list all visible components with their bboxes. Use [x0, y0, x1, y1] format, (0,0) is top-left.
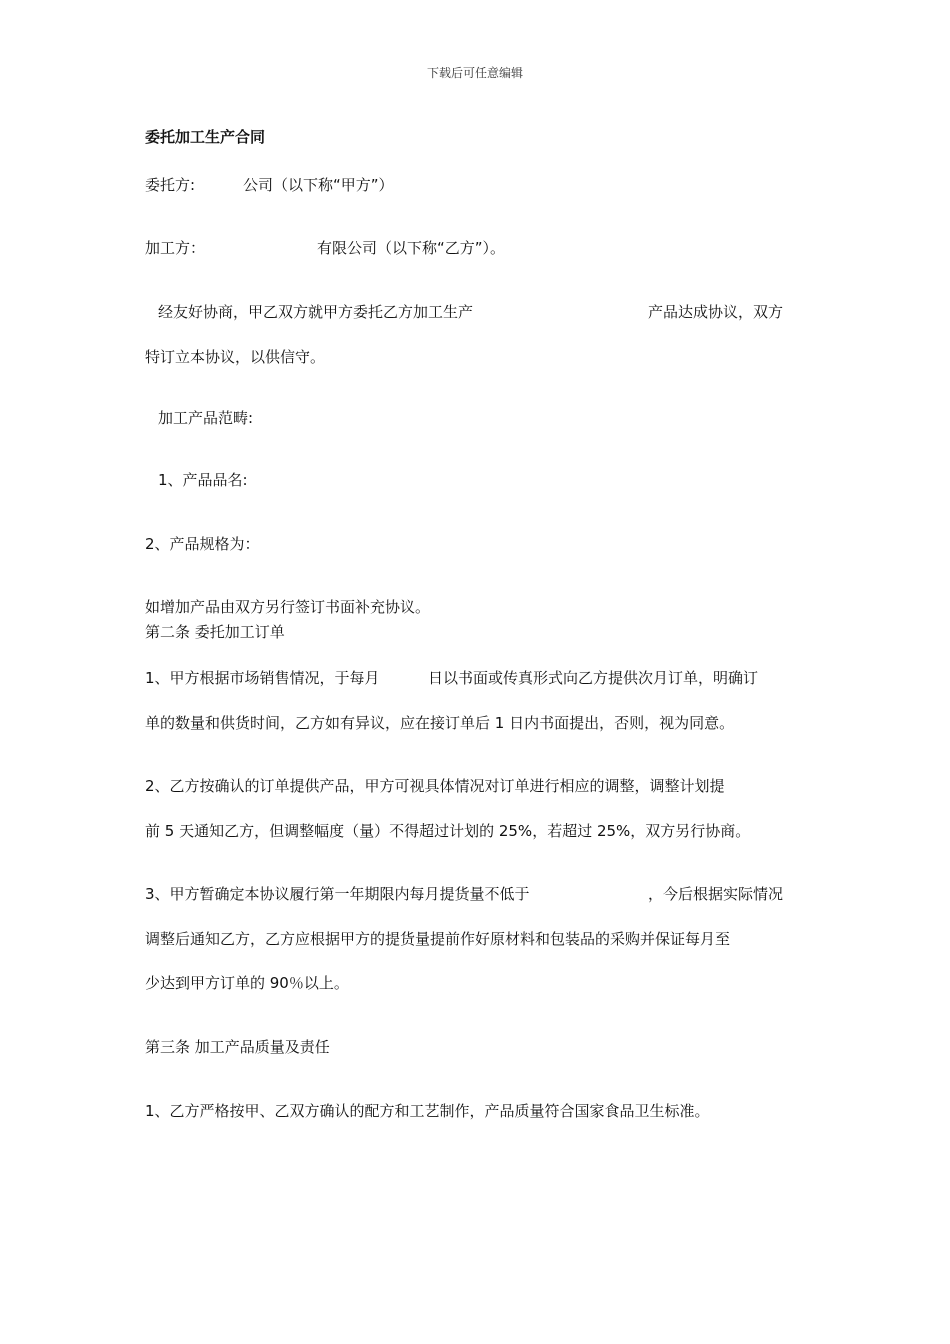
- processor-name: 有限公司（以下称“乙方”）。: [317, 239, 506, 257]
- intro-text-line2: 特订立本协议，以供信守。: [145, 348, 326, 366]
- article-3-clause-1: 1、乙方严格按甲、乙双方确认的配方和工艺制作，产品质量符合国家食品卫生标准。: [145, 1102, 710, 1120]
- article-2-clause-1-line2: 单的数量和供货时间，乙方如有异议，应在接订单后 1 日内书面提出，否则，视为同意。: [145, 714, 735, 732]
- scope-heading: 加工产品范畴:: [158, 409, 254, 427]
- client-name: 公司（以下称“甲方”）: [243, 176, 394, 194]
- article-2-clause-2-line1: 2、乙方按确认的订单提供产品，甲方可视具体情况对订单进行相应的调整，调整计划提: [145, 777, 725, 795]
- article-2-clause-3-part1: 3、甲方暂确定本协议履行第一年期限内每月提货量不低于: [145, 885, 530, 903]
- intro-text-part2: 产品达成协议，双方: [648, 303, 784, 321]
- article-2-clause-1-part1: 1、甲方根据市场销售情况，于每月: [145, 669, 380, 687]
- article-2-clause-3-line2: 调整后通知乙方，乙方应根据甲方的提货量提前作好原材料和包装品的采购并保证每月至: [145, 930, 731, 948]
- article-2-heading: 第二条 委托加工订单: [145, 623, 285, 641]
- article-2-clause-2-line2: 前 5 天通知乙方，但调整幅度（量）不得超过计划的 25%，若超过 25%，双方另行协商。: [145, 822, 751, 840]
- processor-label: 加工方：: [145, 239, 206, 257]
- page-header: 下载后可任意编辑: [426, 66, 523, 80]
- supplement-note: 如增加产品由双方另行签订书面补充协议。: [145, 598, 431, 616]
- article-2-clause-3-line3: 少达到甲方订单的 90％以上。: [145, 974, 349, 992]
- scope-item-product-spec: 2、产品规格为：: [145, 535, 260, 553]
- intro-text-part1: 经友好协商，甲乙双方就甲方委托乙方加工生产: [158, 303, 474, 321]
- article-3-heading: 第三条 加工产品质量及责任: [145, 1038, 330, 1056]
- client-label: 委托方:: [145, 176, 196, 194]
- article-2-clause-1-part2: 日以书面或传真形式向乙方提供次月订单，明确订: [428, 669, 759, 687]
- article-2-clause-3-part2: ，今后根据实际情况: [648, 885, 784, 903]
- document-title: 委托加工生产合同: [145, 128, 266, 146]
- scope-item-product-name: 1、产品品名:: [158, 471, 248, 489]
